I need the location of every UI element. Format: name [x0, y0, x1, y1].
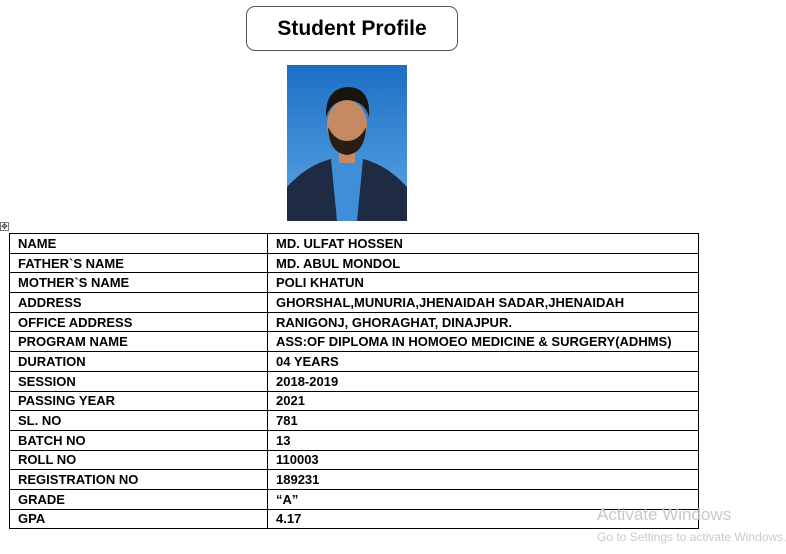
table-row [10, 234, 699, 254]
row-label: DURATION [10, 352, 268, 372]
table-row [10, 312, 699, 332]
row-label: GPA [10, 509, 268, 529]
table-row [10, 352, 699, 372]
table-row [10, 411, 699, 431]
row-label: PASSING YEAR [10, 391, 268, 411]
watermark-line-2: Go to Settings to activate Windows. [597, 530, 786, 544]
row-value: “A” [268, 489, 699, 509]
row-label: MOTHER`S NAME [10, 273, 268, 293]
row-label: ROLL NO [10, 450, 268, 470]
table-row [10, 273, 699, 293]
row-label: ADDRESS [10, 293, 268, 313]
table-row [10, 293, 699, 313]
table-row [10, 371, 699, 391]
row-label: NAME [10, 234, 268, 254]
move-handle-icon[interactable] [0, 222, 9, 231]
row-value: 189231 [268, 470, 699, 490]
table-row [10, 470, 699, 490]
person-photo-icon [287, 65, 407, 221]
row-value: 13 [268, 430, 699, 450]
table-row [10, 430, 699, 450]
page-title-text: Student Profile [277, 16, 427, 40]
student-photo [287, 65, 407, 221]
activation-watermark [597, 505, 786, 545]
row-value: 4.17 [268, 509, 699, 529]
table-row [10, 450, 699, 470]
row-value: 781 [268, 411, 699, 431]
row-label: FATHER`S NAME [10, 253, 268, 273]
profile-table-body [10, 234, 699, 529]
row-label: OFFICE ADDRESS [10, 312, 268, 332]
row-value: 2021 [268, 391, 699, 411]
row-value: MD. ABUL MONDOL [268, 253, 699, 273]
table-row [10, 489, 699, 509]
row-value: 2018-2019 [268, 371, 699, 391]
move-handle-glyph: ✥ [1, 222, 8, 231]
table-row [10, 332, 699, 352]
row-label: PROGRAM NAME [10, 332, 268, 352]
table-row [10, 391, 699, 411]
table-row [10, 509, 699, 529]
page-title [246, 6, 458, 51]
row-label: REGISTRATION NO [10, 470, 268, 490]
watermark-line-1: Activate Windows [597, 505, 732, 524]
row-value: 04 YEARS [268, 352, 699, 372]
row-value: 110003 [268, 450, 699, 470]
profile-table [9, 233, 699, 529]
row-label: BATCH NO [10, 430, 268, 450]
row-label: GRADE [10, 489, 268, 509]
row-value: MD. ULFAT HOSSEN [268, 234, 699, 254]
row-value: RANIGONJ, GHORAGHAT, DINAJPUR. [268, 312, 699, 332]
table-row [10, 253, 699, 273]
row-label: SESSION [10, 371, 268, 391]
row-value: ASS:OF DIPLOMA IN HOMOEO MEDICINE & SURGERY(ADHMS) [268, 332, 699, 352]
row-value: GHORSHAL,MUNURIA,JHENAIDAH SADAR,JHENAIDAH [268, 293, 699, 313]
row-label: SL. NO [10, 411, 268, 431]
row-value: POLI KHATUN [268, 273, 699, 293]
